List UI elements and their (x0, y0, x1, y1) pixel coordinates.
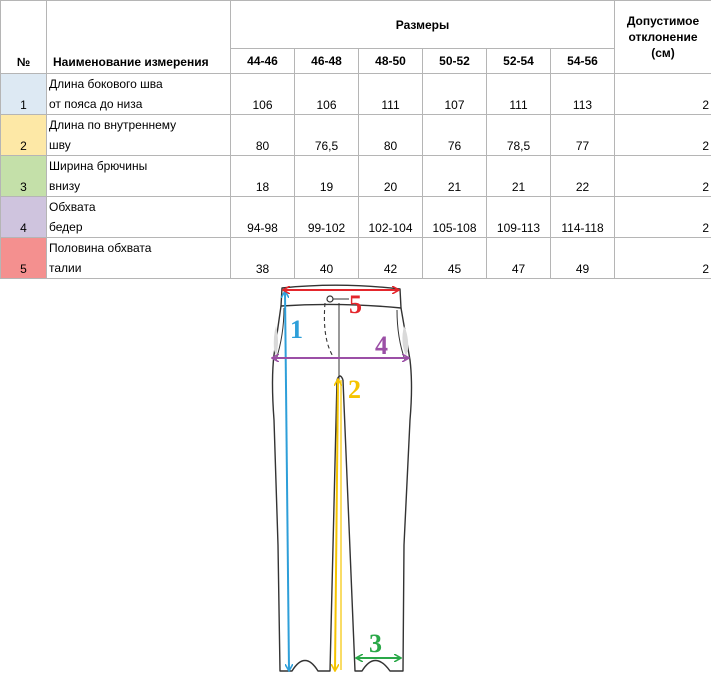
size-column-header: 48-50 (359, 49, 423, 74)
size-value-cell: 47 (487, 238, 551, 279)
size-column-header: 44-46 (231, 49, 295, 74)
size-value-cell: 20 (359, 156, 423, 197)
measure-4-label: 4 (375, 331, 388, 360)
button-icon (327, 296, 333, 302)
size-value-cell: 94-98 (231, 197, 295, 238)
tolerance-cell: 2 (615, 115, 711, 156)
row-number: 4 (1, 197, 47, 238)
size-value-cell: 78,5 (487, 115, 551, 156)
measure-1-label: 1 (290, 315, 303, 344)
size-value-cell: 106 (231, 74, 295, 115)
size-value-cell: 80 (231, 115, 295, 156)
size-value-cell: 114-118 (551, 197, 615, 238)
header-tolerance: Допустимое отклонение (см) (615, 1, 711, 74)
row-number: 2 (1, 115, 47, 156)
size-value-cell: 109-113 (487, 197, 551, 238)
measurement-name: Половина обхвата талии (47, 238, 231, 279)
measure-5-label: 5 (349, 290, 362, 319)
size-value-cell: 21 (487, 156, 551, 197)
size-column-header: 50-52 (423, 49, 487, 74)
pocket-shading (402, 326, 408, 356)
tolerance-cell: 2 (615, 197, 711, 238)
size-value-cell: 111 (487, 74, 551, 115)
size-value-cell: 18 (231, 156, 295, 197)
size-value-cell: 38 (231, 238, 295, 279)
size-value-cell: 106 (295, 74, 359, 115)
size-value-cell: 21 (423, 156, 487, 197)
measure-2-label: 2 (348, 375, 361, 404)
tolerance-cell: 2 (615, 238, 711, 279)
size-value-cell: 77 (551, 115, 615, 156)
row-number: 5 (1, 238, 47, 279)
header-sizes-title: Размеры (231, 1, 615, 49)
size-column-header: 46-48 (295, 49, 359, 74)
measurement-name: Обхвата бедер (47, 197, 231, 238)
size-value-cell: 102-104 (359, 197, 423, 238)
size-value-cell: 107 (423, 74, 487, 115)
measure-3-label: 3 (369, 629, 382, 658)
size-value-cell: 113 (551, 74, 615, 115)
size-value-cell: 49 (551, 238, 615, 279)
tolerance-cell: 2 (615, 74, 711, 115)
size-column-header: 54-56 (551, 49, 615, 74)
size-value-cell: 105-108 (423, 197, 487, 238)
row-number: 1 (1, 74, 47, 115)
measurement-name: Ширина брючины внизу (47, 156, 231, 197)
header-measurement-name: Наименование измерения (47, 1, 231, 74)
tolerance-cell: 2 (615, 156, 711, 197)
size-value-cell: 76,5 (295, 115, 359, 156)
size-value-cell: 99-102 (295, 197, 359, 238)
size-value-cell: 45 (423, 238, 487, 279)
row-number: 3 (1, 156, 47, 197)
size-value-cell: 80 (359, 115, 423, 156)
measure-1-arrow (285, 292, 289, 670)
header-number: № (1, 1, 47, 74)
measurement-name: Длина бокового шва от пояса до низа (47, 74, 231, 115)
size-column-header: 52-54 (487, 49, 551, 74)
measurement-name: Длина по внутреннему шву (47, 115, 231, 156)
size-value-cell: 111 (359, 74, 423, 115)
size-value-cell: 76 (423, 115, 487, 156)
size-value-cell: 19 (295, 156, 359, 197)
size-value-cell: 40 (295, 238, 359, 279)
size-value-cell: 22 (551, 156, 615, 197)
size-value-cell: 42 (359, 238, 423, 279)
